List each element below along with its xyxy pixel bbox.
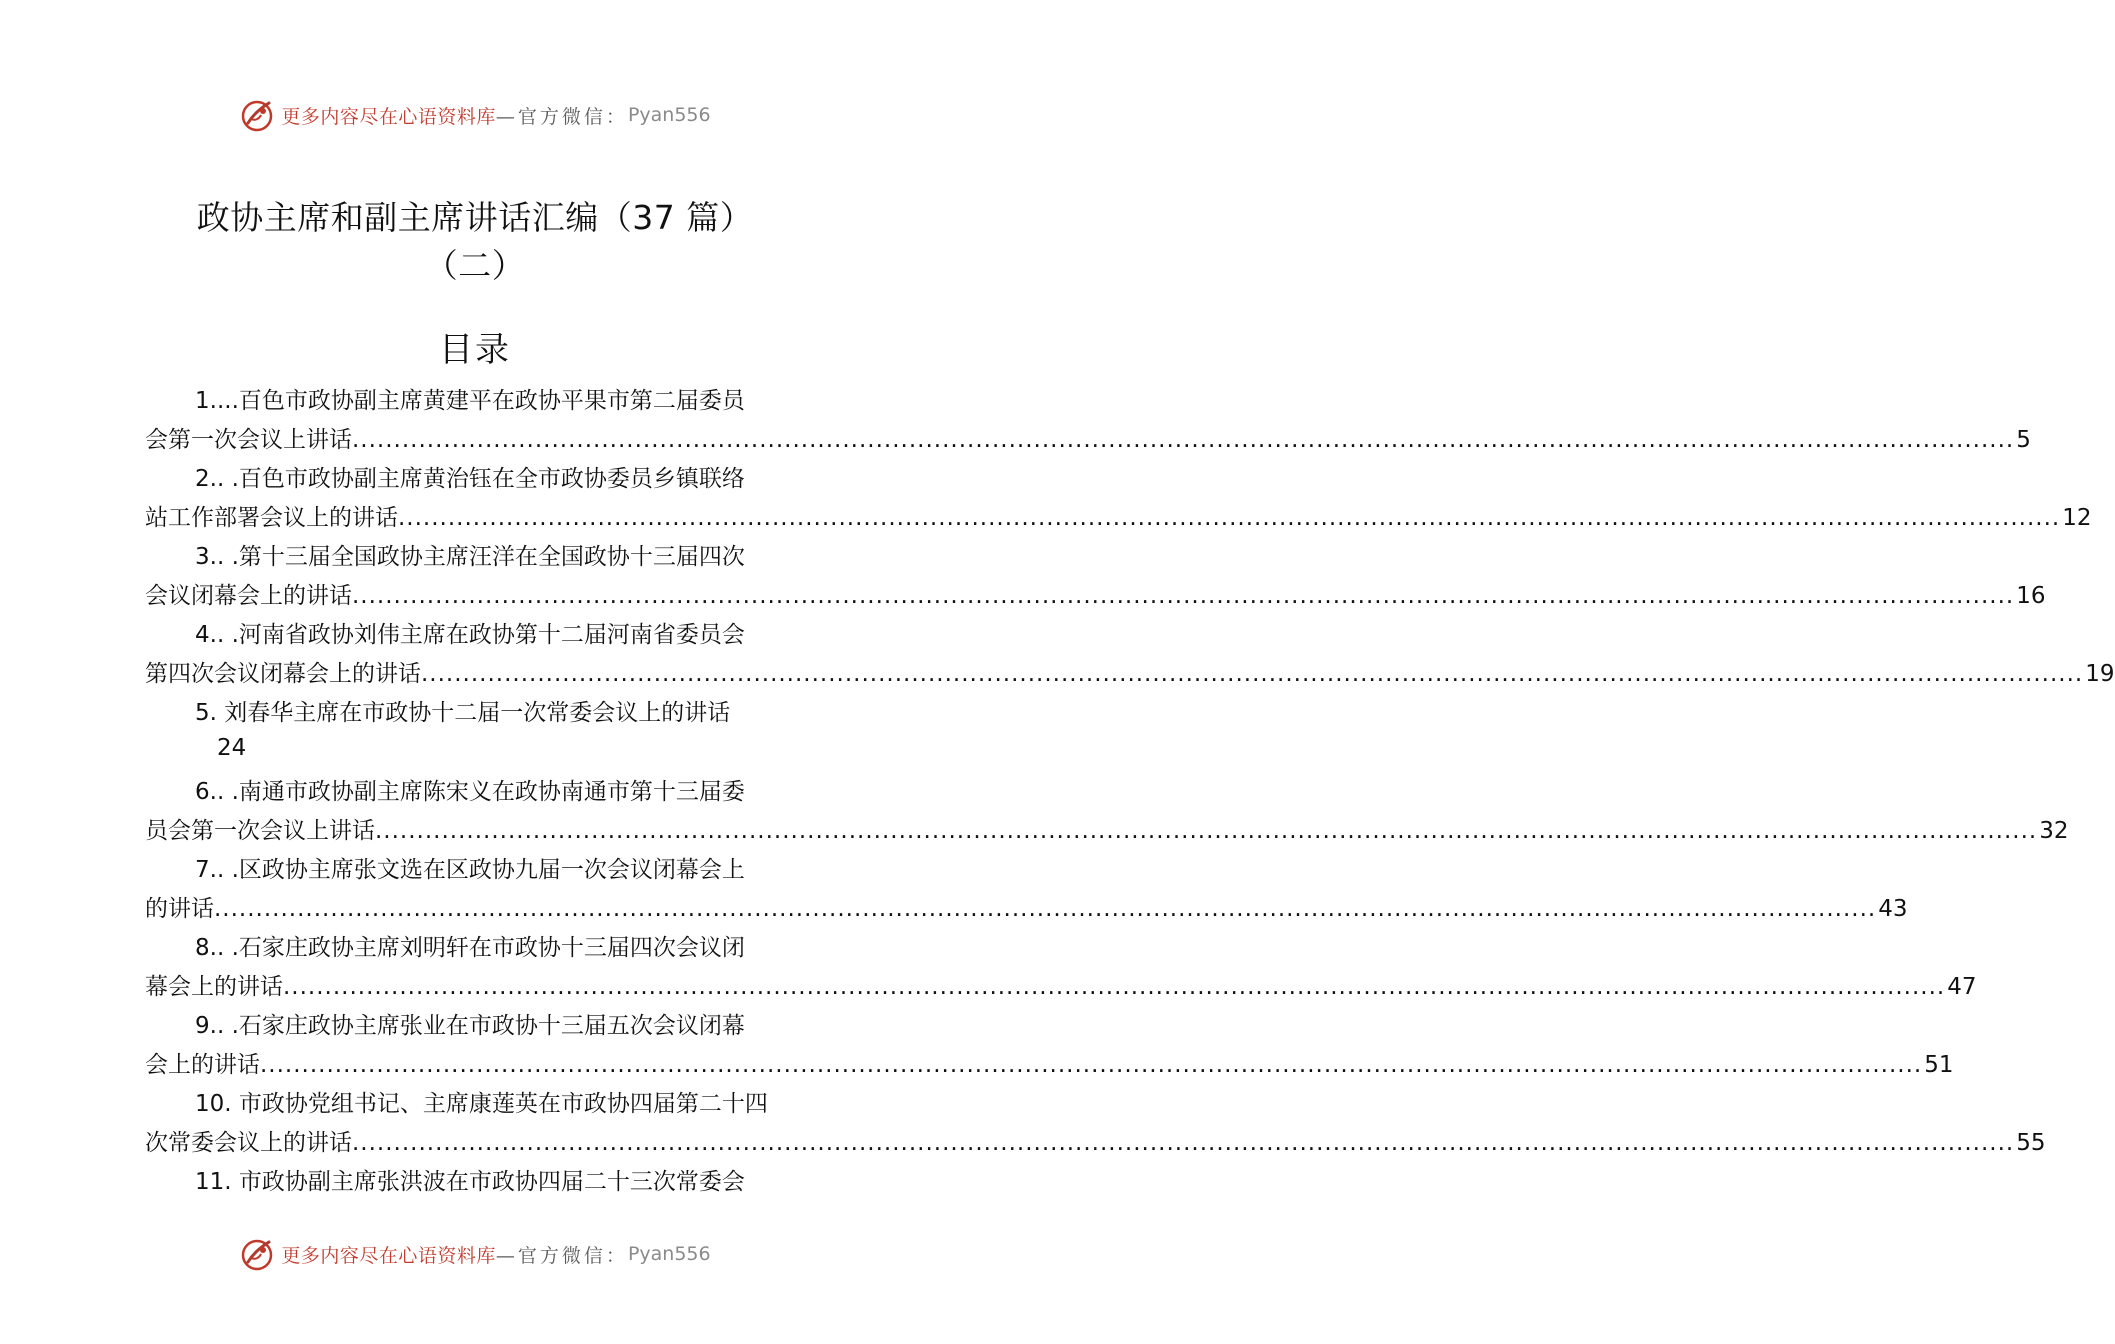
- toc-entry[interactable]: [145, 1163, 825, 1202]
- toc-entry[interactable]: [145, 538, 2046, 616]
- toc-entry-title-cont: 会上的讲话: [145, 1052, 260, 1078]
- toc-entry[interactable]: [145, 460, 2092, 538]
- footer-watermark: [0, 1234, 950, 1274]
- toc-entry-title-cont: 第四次会议闭幕会上的讲话: [145, 661, 421, 687]
- toc-entry[interactable]: [145, 929, 1977, 1007]
- toc-entry-title: 1....百色市政协副主席黄建平在政协平果市第二届委员: [195, 388, 745, 414]
- toc-page-number: 32: [2039, 818, 2069, 844]
- toc-leader-dots: ........................................................................................................................................................................................................: [352, 1130, 2015, 1156]
- table-of-contents: [145, 382, 2115, 1202]
- toc-entry-title: 8.. .石家庄政协主席刘明轩在市政协十三届四次会议闭: [195, 935, 745, 961]
- toc-page-number: 19: [2085, 661, 2115, 687]
- toc-heading: 目录: [439, 330, 511, 370]
- toc-leader-dots: ........................................................................................................................................................................................................: [260, 1052, 1923, 1078]
- toc-leader-dots: ........................................................................................................................................................................................................: [375, 818, 2038, 844]
- watermark-wechat-id: Pyan556: [627, 104, 711, 126]
- toc-entry[interactable]: [145, 1085, 2046, 1163]
- document-subtitle: （二）: [424, 246, 526, 285]
- watermark-text-a: 更多内容尽在心语资料库: [281, 1244, 496, 1267]
- toc-entry-title: 7.. .区政协主席张文选在区政协九届一次会议闭幕会上: [195, 857, 745, 883]
- watermark-text-a: 更多内容尽在心语资料库: [281, 105, 496, 128]
- toc-page-number: 47: [1947, 974, 1977, 1000]
- toc-entry-title: 6.. .南通市政协副主席陈宋义在政协南通市第十三届委: [195, 779, 745, 805]
- toc-page-number: 55: [2016, 1130, 2046, 1156]
- toc-entry-title-cont: 次常委会议上的讲话: [145, 1130, 352, 1156]
- watermark-text-b: —官方微信：: [495, 105, 628, 128]
- toc-entry[interactable]: [145, 694, 825, 763]
- toc-page-number: 16: [2016, 583, 2046, 609]
- toc-leader-dots: ........................................................................................................................................................................................................: [214, 896, 1877, 922]
- toc-leader-dots: ........................................................................................................................................................................................................: [421, 661, 2084, 687]
- watermark-wechat-id: Pyan556: [627, 1243, 711, 1265]
- toc-entry[interactable]: [145, 851, 1908, 929]
- toc-entry-title: 5. 刘春华主席在市政协十二届一次常委会议上的讲话: [195, 700, 731, 726]
- toc-entry-title-cont: 会议闭幕会上的讲话: [145, 583, 352, 609]
- toc-entry[interactable]: [145, 616, 2115, 694]
- toc-entry-title-cont: 站工作部署会议上的讲话: [145, 505, 398, 531]
- toc-leader-dots: ........................................................................................................................................................................................................: [352, 583, 2015, 609]
- toc-entry-title: 9.. .石家庄政协主席张业在市政协十三届五次会议闭幕: [195, 1013, 745, 1039]
- toc-entry-title: 3.. .第十三届全国政协主席汪洋在全国政协十三届四次: [195, 544, 745, 570]
- toc-entry-title: 4.. .河南省政协刘伟主席在政协第十二届河南省委员会: [195, 622, 745, 648]
- toc-entry-title: 10. 市政协党组书记、主席康莲英在市政协四届第二十四: [195, 1091, 768, 1117]
- brush-logo-icon: [239, 97, 275, 133]
- toc-leader-dots: ........................................................................................................................................................................................................: [352, 427, 2015, 453]
- toc-page-number: 24: [217, 735, 247, 761]
- toc-entry[interactable]: [145, 1007, 1954, 1085]
- toc-entry-title-cont: 的讲话: [145, 896, 214, 922]
- toc-leader-dots: ........................................................................................................................................................................................................: [398, 505, 2061, 531]
- brush-logo-icon: [239, 1236, 275, 1272]
- header-watermark: [0, 95, 950, 135]
- toc-leader-dots: ........................................................................................................................................................................................................: [283, 974, 1946, 1000]
- document-title: 政协主席和副主席讲话汇编（37 篇）: [196, 198, 754, 237]
- toc-page-number: 12: [2062, 505, 2092, 531]
- toc-entry-title-cont: 员会第一次会议上讲话: [145, 818, 375, 844]
- toc-page-number: 5: [2016, 427, 2031, 453]
- toc-entry-title: 11. 市政协副主席张洪波在市政协四届二十三次常委会: [195, 1169, 745, 1195]
- toc-entry-title-cont: 幕会上的讲话: [145, 974, 283, 1000]
- toc-page-number: 43: [1878, 896, 1908, 922]
- toc-entry[interactable]: [145, 773, 2069, 851]
- toc-entry-title-cont: 会第一次会议上讲话: [145, 427, 352, 453]
- toc-page-number: 51: [1924, 1052, 1954, 1078]
- toc-entry[interactable]: [145, 382, 2031, 460]
- toc-entry-title: 2.. .百色市政协副主席黄治钰在全市政协委员乡镇联络: [195, 466, 745, 492]
- watermark-text-b: —官方微信：: [495, 1244, 628, 1267]
